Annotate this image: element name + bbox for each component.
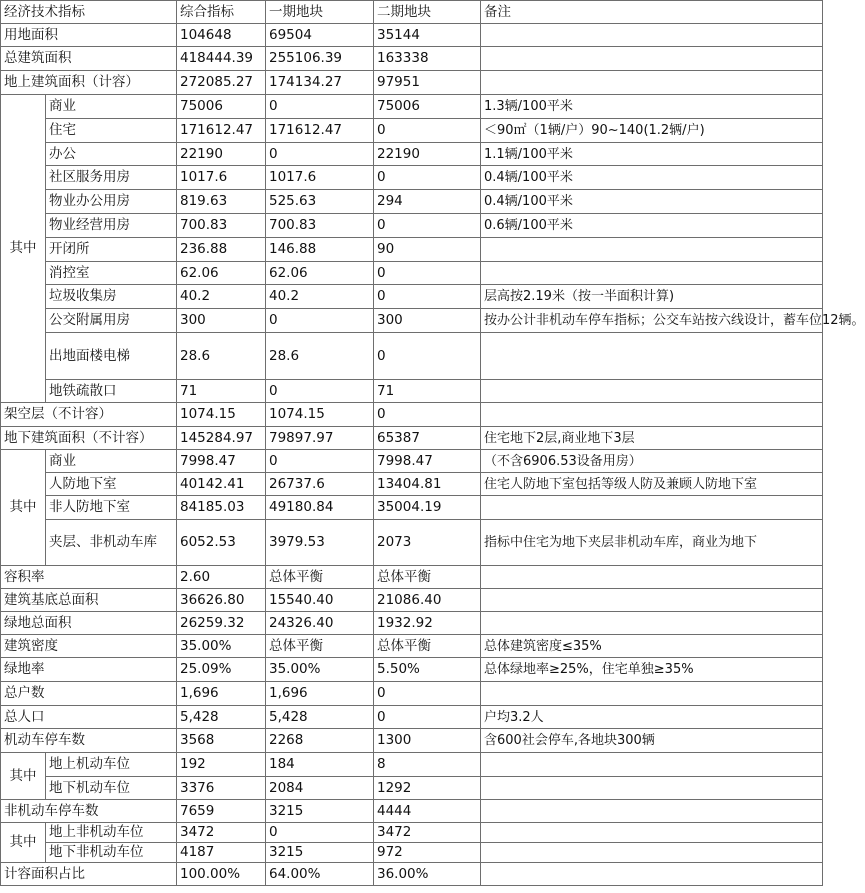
table-row	[1, 24, 823, 47]
cell-phase1: 2268	[266, 729, 374, 753]
row-label: 机动车停车数	[1, 729, 177, 753]
table-row	[1, 309, 823, 333]
cell-phase1: 525.63	[266, 190, 374, 214]
row-label: 建筑基底总面积	[1, 589, 177, 612]
header-note: 备注	[481, 1, 823, 24]
cell-note: 层高按2.19米（按一半面积计算)	[481, 285, 823, 309]
cell-total: 700.83	[177, 214, 266, 238]
cell-note: 1.1辆/100平米	[481, 143, 823, 166]
row-label: 地下建筑面积（不计容）	[1, 427, 177, 450]
cell-total: 75006	[177, 95, 266, 119]
row-label: 用地面积	[1, 24, 177, 47]
cell-phase1: 40.2	[266, 285, 374, 309]
cell-note	[481, 753, 823, 777]
table-header-row	[1, 1, 823, 24]
cell-note: （不含6906.53设备用房）	[481, 450, 823, 473]
cell-total: 35.00%	[177, 635, 266, 658]
row-label: 垃圾收集房	[46, 285, 177, 309]
cell-phase1: 174134.27	[266, 71, 374, 95]
table-row	[1, 863, 823, 886]
cell-total: 3472	[177, 823, 266, 843]
cell-phase1: 1,696	[266, 682, 374, 706]
cell-phase1: 28.6	[266, 333, 374, 380]
cell-total: 192	[177, 753, 266, 777]
cell-total: 1074.15	[177, 403, 266, 427]
header-indicator: 经济技术指标	[1, 1, 177, 24]
cell-total: 36626.80	[177, 589, 266, 612]
cell-phase1: 35.00%	[266, 658, 374, 682]
table-row	[1, 682, 823, 706]
cell-total: 4187	[177, 843, 266, 863]
cell-phase1: 0	[266, 380, 374, 403]
cell-total: 819.63	[177, 190, 266, 214]
row-label: 夹层、非机动车库	[46, 520, 177, 566]
cell-phase1: 184	[266, 753, 374, 777]
table-row	[1, 729, 823, 753]
cell-total: 236.88	[177, 238, 266, 262]
cell-phase2: 0	[374, 403, 481, 427]
table-row	[1, 589, 823, 612]
cell-phase2: 65387	[374, 427, 481, 450]
cell-phase2: 35004.19	[374, 496, 481, 520]
cell-note	[481, 238, 823, 262]
table-row	[1, 496, 823, 520]
cell-total: 3568	[177, 729, 266, 753]
row-label: 建筑密度	[1, 635, 177, 658]
group-label: 其中	[1, 95, 46, 403]
cell-phase2: 8	[374, 753, 481, 777]
cell-phase1: 26737.6	[266, 473, 374, 496]
row-label: 物业经营用房	[46, 214, 177, 238]
cell-phase2: 1292	[374, 777, 481, 800]
cell-phase1: 700.83	[266, 214, 374, 238]
cell-phase2: 90	[374, 238, 481, 262]
cell-total: 22190	[177, 143, 266, 166]
table-row	[1, 520, 823, 566]
cell-total: 28.6	[177, 333, 266, 380]
cell-phase2: 0	[374, 262, 481, 285]
group-label: 其中	[1, 450, 46, 566]
row-label: 物业办公用房	[46, 190, 177, 214]
row-label: 商业	[46, 450, 177, 473]
cell-note: 0.4辆/100平米	[481, 190, 823, 214]
table-row	[1, 612, 823, 635]
cell-phase1: 49180.84	[266, 496, 374, 520]
cell-note: 按办公计非机动车停车指标；公交车站按六线设计，蓄车位12辆。	[481, 309, 823, 333]
cell-phase2: 75006	[374, 95, 481, 119]
cell-total: 40142.41	[177, 473, 266, 496]
row-label: 总户数	[1, 682, 177, 706]
cell-phase2: 总体平衡	[374, 566, 481, 589]
cell-note	[481, 777, 823, 800]
cell-note: 含600社会停车,各地块300辆	[481, 729, 823, 753]
table-row	[1, 95, 823, 119]
cell-phase2: 1300	[374, 729, 481, 753]
table-row	[1, 166, 823, 190]
table-row	[1, 403, 823, 427]
cell-note: ＜90㎡（1辆/户）90~140(1.2辆/户)	[481, 119, 823, 143]
cell-note	[481, 24, 823, 47]
cell-phase2: 972	[374, 843, 481, 863]
cell-total: 171612.47	[177, 119, 266, 143]
cell-total: 40.2	[177, 285, 266, 309]
cell-note	[481, 47, 823, 71]
cell-phase2: 0	[374, 214, 481, 238]
cell-total: 7998.47	[177, 450, 266, 473]
cell-note: 1.3辆/100平米	[481, 95, 823, 119]
cell-phase1: 171612.47	[266, 119, 374, 143]
cell-phase1: 0	[266, 450, 374, 473]
row-label: 办公	[46, 143, 177, 166]
cell-phase2: 21086.40	[374, 589, 481, 612]
table-body	[1, 1, 865, 886]
cell-total: 272085.27	[177, 71, 266, 95]
row-label: 容积率	[1, 566, 177, 589]
cell-phase2: 35144	[374, 24, 481, 47]
cell-phase1: 3215	[266, 843, 374, 863]
cell-note	[481, 403, 823, 427]
cell-note: 0.6辆/100平米	[481, 214, 823, 238]
cell-note: 总体绿地率≥25%，住宅单独≥35%	[481, 658, 823, 682]
table-row	[1, 333, 823, 380]
row-label: 人防地下室	[46, 473, 177, 496]
cell-total: 7659	[177, 800, 266, 823]
cell-phase1: 总体平衡	[266, 566, 374, 589]
table-row	[1, 450, 823, 473]
table-row	[1, 753, 823, 777]
row-label: 地下非机动车位	[46, 843, 177, 863]
table-row	[1, 119, 823, 143]
table-row	[1, 473, 823, 496]
table-row	[1, 777, 823, 800]
cell-note: 指标中住宅为地下夹层非机动车库，商业为地下	[481, 520, 823, 566]
cell-note	[481, 612, 823, 635]
table-row	[1, 71, 823, 95]
cell-total: 145284.97	[177, 427, 266, 450]
cell-total: 1,696	[177, 682, 266, 706]
group-label: 其中	[1, 753, 46, 800]
cell-phase2: 0	[374, 682, 481, 706]
row-label: 总建筑面积	[1, 47, 177, 71]
cell-note	[481, 843, 823, 863]
row-label: 地下机动车位	[46, 777, 177, 800]
cell-note	[481, 800, 823, 823]
cell-phase2: 22190	[374, 143, 481, 166]
table-row	[1, 262, 823, 285]
cell-phase1: 64.00%	[266, 863, 374, 886]
cell-note	[481, 496, 823, 520]
cell-note	[481, 71, 823, 95]
cell-phase2: 2073	[374, 520, 481, 566]
cell-phase1: 62.06	[266, 262, 374, 285]
header-phase2: 二期地块	[374, 1, 481, 24]
row-label: 地铁疏散口	[46, 380, 177, 403]
row-label: 总人口	[1, 706, 177, 729]
row-label: 社区服务用房	[46, 166, 177, 190]
cell-phase2: 300	[374, 309, 481, 333]
cell-total: 3376	[177, 777, 266, 800]
row-label: 非人防地下室	[46, 496, 177, 520]
cell-note: 住宅地下2层,商业地下3层	[481, 427, 823, 450]
header-phase1: 一期地块	[266, 1, 374, 24]
cell-phase1: 69504	[266, 24, 374, 47]
cell-phase2: 3472	[374, 823, 481, 843]
cell-total: 6052.53	[177, 520, 266, 566]
row-label: 地上机动车位	[46, 753, 177, 777]
row-label: 非机动车停车数	[1, 800, 177, 823]
row-label: 公交附属用房	[46, 309, 177, 333]
cell-note	[481, 566, 823, 589]
table-row	[1, 143, 823, 166]
table-row	[1, 380, 823, 403]
cell-note	[481, 380, 823, 403]
cell-note	[481, 333, 823, 380]
cell-phase2: 7998.47	[374, 450, 481, 473]
cell-total: 25.09%	[177, 658, 266, 682]
cell-note	[481, 863, 823, 886]
cell-total: 5,428	[177, 706, 266, 729]
cell-phase1: 0	[266, 823, 374, 843]
cell-phase1: 1074.15	[266, 403, 374, 427]
table-row	[1, 214, 823, 238]
cell-phase2: 0	[374, 285, 481, 309]
table-row	[1, 706, 823, 729]
cell-note: 0.4辆/100平米	[481, 166, 823, 190]
cell-note	[481, 823, 823, 843]
row-label: 绿地率	[1, 658, 177, 682]
row-label: 商业	[46, 95, 177, 119]
cell-phase2: 97951	[374, 71, 481, 95]
cell-phase1: 15540.40	[266, 589, 374, 612]
row-label: 开闭所	[46, 238, 177, 262]
cell-phase1: 5,428	[266, 706, 374, 729]
header-total: 综合指标	[177, 1, 266, 24]
row-label: 地上非机动车位	[46, 823, 177, 843]
cell-phase2: 总体平衡	[374, 635, 481, 658]
cell-total: 26259.32	[177, 612, 266, 635]
cell-total: 300	[177, 309, 266, 333]
table-row	[1, 566, 823, 589]
table-row	[1, 427, 823, 450]
table-row	[1, 635, 823, 658]
table-row	[1, 190, 823, 214]
cell-note: 总体建筑密度≤35%	[481, 635, 823, 658]
cell-phase1: 总体平衡	[266, 635, 374, 658]
cell-phase1: 0	[266, 95, 374, 119]
cell-total: 104648	[177, 24, 266, 47]
cell-total: 71	[177, 380, 266, 403]
row-label: 出地面楼电梯	[46, 333, 177, 380]
cell-phase1: 3979.53	[266, 520, 374, 566]
cell-phase1: 0	[266, 309, 374, 333]
row-label: 绿地总面积	[1, 612, 177, 635]
cell-total: 418444.39	[177, 47, 266, 71]
cell-phase2: 294	[374, 190, 481, 214]
cell-phase2: 36.00%	[374, 863, 481, 886]
table-row	[1, 823, 823, 843]
table-row	[1, 800, 823, 823]
table-row	[1, 658, 823, 682]
cell-note: 住宅人防地下室包括等级人防及兼顾人防地下室	[481, 473, 823, 496]
cell-note	[481, 262, 823, 285]
cell-phase2: 1932.92	[374, 612, 481, 635]
cell-phase2: 0	[374, 706, 481, 729]
cell-total: 62.06	[177, 262, 266, 285]
cell-phase2: 0	[374, 166, 481, 190]
cell-phase1: 1017.6	[266, 166, 374, 190]
row-label: 住宅	[46, 119, 177, 143]
cell-note	[481, 589, 823, 612]
cell-total: 2.60	[177, 566, 266, 589]
table-row	[1, 285, 823, 309]
group-label: 其中	[1, 823, 46, 863]
cell-phase2: 0	[374, 333, 481, 380]
cell-note	[481, 682, 823, 706]
cell-phase2: 5.50%	[374, 658, 481, 682]
table-row	[1, 47, 823, 71]
cell-phase1: 2084	[266, 777, 374, 800]
cell-phase1: 146.88	[266, 238, 374, 262]
cell-phase1: 255106.39	[266, 47, 374, 71]
table-row	[1, 238, 823, 262]
cell-phase1: 0	[266, 143, 374, 166]
cell-total: 84185.03	[177, 496, 266, 520]
row-label: 架空层（不计容）	[1, 403, 177, 427]
cell-total: 100.00%	[177, 863, 266, 886]
cell-note: 户均3.2人	[481, 706, 823, 729]
cell-phase2: 4444	[374, 800, 481, 823]
cell-phase2: 13404.81	[374, 473, 481, 496]
cell-phase1: 3215	[266, 800, 374, 823]
table-row	[1, 843, 823, 863]
cell-phase1: 79897.97	[266, 427, 374, 450]
cell-phase1: 24326.40	[266, 612, 374, 635]
cell-total: 1017.6	[177, 166, 266, 190]
row-label: 地上建筑面积（计容）	[1, 71, 177, 95]
row-label: 消控室	[46, 262, 177, 285]
cell-phase2: 71	[374, 380, 481, 403]
cell-phase2: 0	[374, 119, 481, 143]
cell-phase2: 163338	[374, 47, 481, 71]
row-label: 计容面积占比	[1, 863, 177, 886]
